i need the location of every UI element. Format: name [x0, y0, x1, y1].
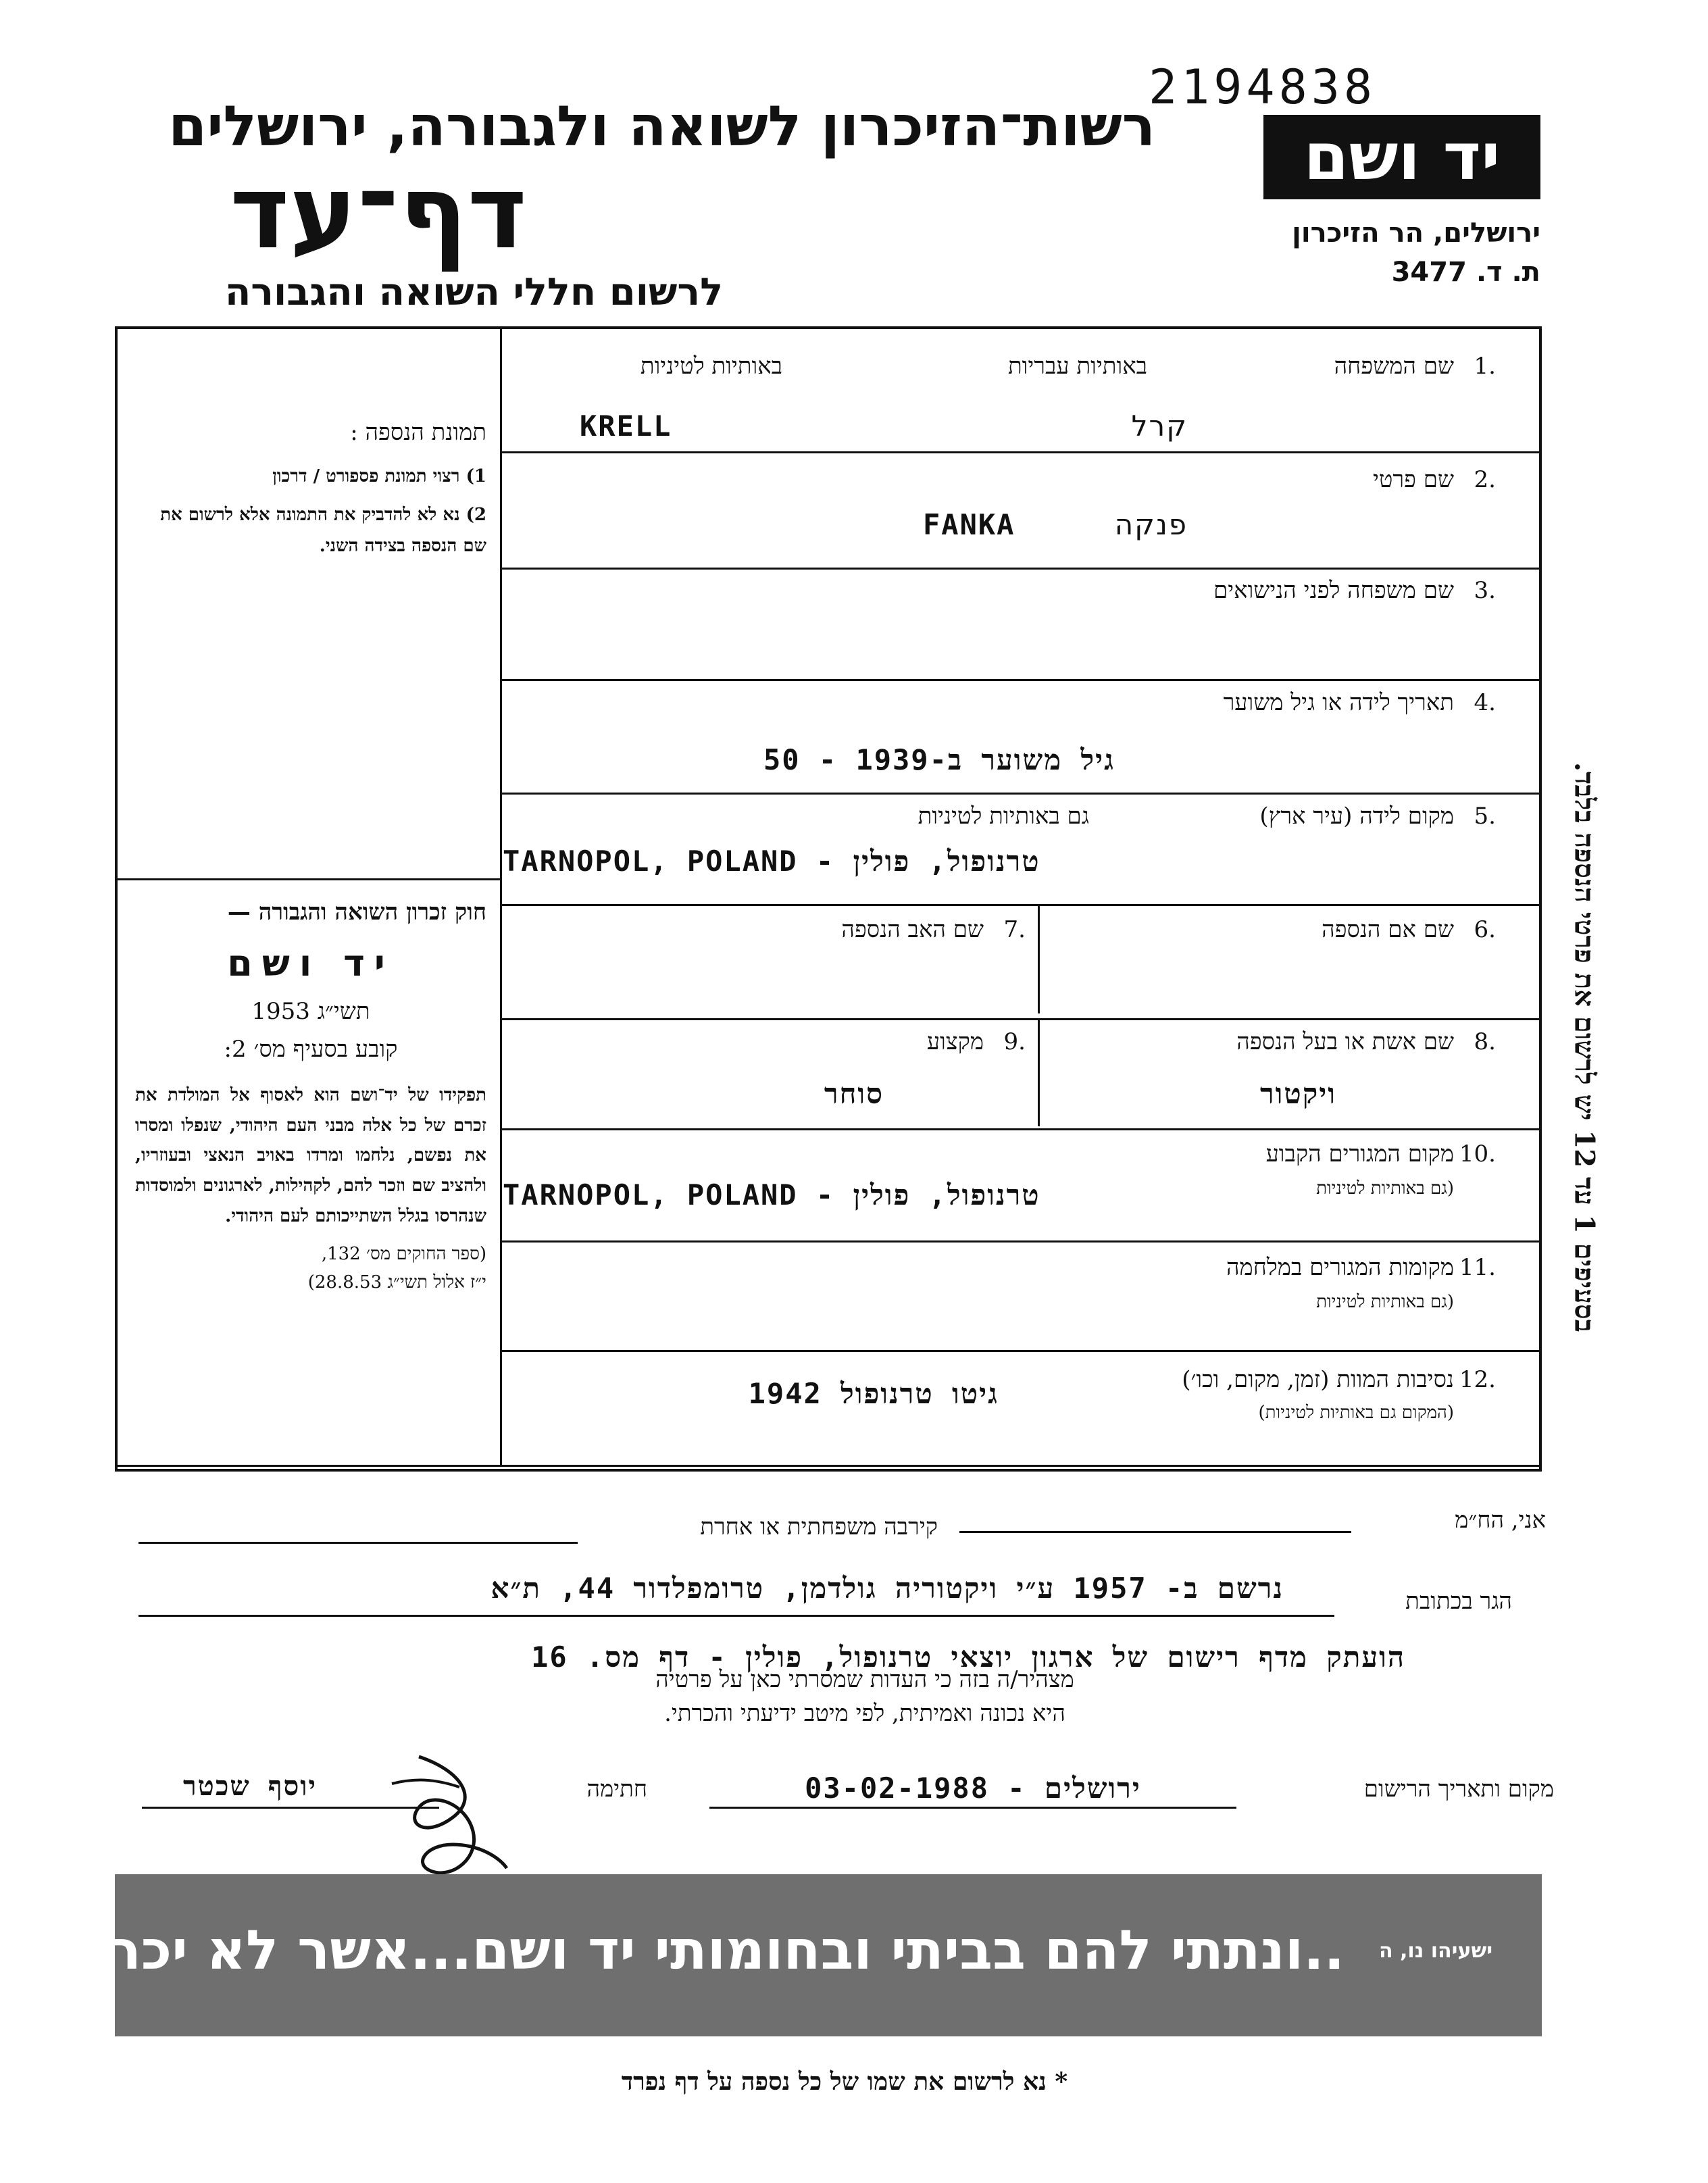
field-11-num: 11. [1459, 1254, 1496, 1281]
field-12-value: גיטו טרנופול 1942 [748, 1377, 999, 1410]
law-title: חוק זכרון השואה והגבורה — [227, 899, 486, 926]
photo-box-title: תמונת הנספה : [350, 419, 486, 446]
copy-note: הועתק מדף רישום של ארגון יוצאי טרנופול, פולין - דף מס. 16 [531, 1640, 1405, 1674]
address-value: נרשם ב- 1957 ע״י ויקטוריה גולדמן, טרומפלדור 44, ת״א [491, 1572, 1284, 1605]
field-6-num: 6. [1474, 916, 1496, 943]
field-5-value: TARNOPOL, POLAND - טרנופול, פולין [503, 845, 1040, 878]
field-1-latin-col: באותיות לטיניות [640, 353, 782, 380]
field-6-label: שם אם הנספה [1322, 916, 1454, 943]
law-ref-1: (ספר החוקים מס׳ 132, [321, 1243, 486, 1264]
field-2-num: 2. [1474, 466, 1496, 493]
declaration-i-label: אני, הח״מ [1455, 1507, 1546, 1534]
signature-scribble [378, 1743, 527, 1885]
banner-source: ישעיהו נו, ה [1378, 1939, 1493, 1963]
field-8-value: ויקטור [1260, 1077, 1336, 1110]
address-line1: ירושלים, הר הזיכרון [1292, 218, 1540, 249]
photo-box [135, 419, 486, 561]
relation-label: קירבה משפחתית או אחרת [700, 1513, 938, 1540]
field-2-hebrew-value: פנקה [1114, 508, 1188, 541]
field-5-label: מקום לידה (עיר ארץ) [1259, 803, 1454, 830]
field-9-value: סוחר [824, 1077, 884, 1110]
field-10-sub: (גם באותיות לטיניות [1316, 1178, 1454, 1199]
field-7-num: 7. [1003, 916, 1026, 943]
field-12-label: נסיבות המוות (זמן, מקום, וכו׳) [1182, 1366, 1454, 1393]
field-8-num: 8. [1474, 1028, 1496, 1055]
field-4-value: גיל משוער ב-1939 - 50 [763, 743, 1115, 776]
field-12-num: 12. [1459, 1366, 1496, 1393]
field-11-sub: (גם באותיות לטיניות [1316, 1292, 1454, 1312]
field-1-hebrew-value: קרל [1131, 409, 1188, 443]
signature-name: יוסף שכטר [183, 1771, 317, 1802]
field-5-num: 5. [1474, 803, 1496, 830]
field-1-latin-value: KRELL [580, 409, 672, 443]
field-4-label: תאריך לידה או גיל משוער [1223, 689, 1454, 716]
address-label: הגר בכתובת [1405, 1588, 1512, 1615]
law-clause: קובע בסעיף מס׳ 2: [224, 1036, 398, 1063]
serial-number: 2194838 [1149, 59, 1377, 115]
field-10-value: TARNOPOL, POLAND - טרנופול, פולין [503, 1178, 1040, 1211]
side-note [1547, 709, 1622, 1385]
photo-note-2: 2) נא לא להדביק את התמונה אלא לרשום את שם הנספה בצידה השני. [160, 505, 486, 556]
logo-text: יד ושם [1303, 119, 1501, 195]
field-7-label: שם האב הנספה [841, 916, 984, 943]
authority-title: רשות־הזיכרון לשואה ולגבורה, ירושלים [168, 95, 1155, 159]
address-line2: ת. ד. 3477 [1391, 257, 1540, 288]
field-3-num: 3. [1474, 577, 1496, 604]
law-body: תפקידו של יד־ושם הוא לאסוף אל המולדת את זכרם של כל אלה מבני העם היהודי, שנפלו ומסרו את נפשם, נלחמו ומרדו באויב הנאצי ובעוזריו, ולהציב שם וזכר להם, לקהילות, לארגונים ולמוסדות שנהרסו בגלל השתייכותם לעם היהודי. [135, 1085, 486, 1226]
law-name: יד ושם [227, 942, 395, 984]
field-1-hebrew-col: באותיות עבריות [1007, 353, 1147, 380]
law-box [135, 899, 486, 1293]
field-2-label: שם פרטי [1372, 466, 1454, 493]
field-3-label: שם משפחה לפני הנישואים [1213, 577, 1454, 604]
law-ref-2: י״ז אלול תשי״ג 28.8.53) [307, 1272, 486, 1293]
field-10-num: 10. [1459, 1140, 1496, 1168]
side-note-text: בסעיפים 1 עד 12 יש לרשום את פרטי הנספה בלבד. [1568, 762, 1601, 1332]
law-year: תשי״ג 1953 [251, 998, 370, 1025]
field-4-num: 4. [1474, 689, 1496, 716]
photo-note-1: 1) רצוי תמונת פספורט / דרכון [272, 466, 486, 486]
place-date-value: ירושלים - 03-02-1988 [805, 1772, 1141, 1805]
statement-2: היא נכונה ואמיתית, לפי מיטב ידיעתי והכרתי. [664, 1700, 1065, 1727]
field-1-label: שם המשפחה [1334, 353, 1454, 380]
field-12-sub: (המקום גם באותיות לטיניות) [1258, 1403, 1454, 1423]
page-title: דף־עד [230, 154, 527, 272]
field-1-num: 1. [1474, 353, 1496, 380]
yad-vashem-logo [1263, 115, 1540, 199]
field-11-label: מקומות המגורים במלחמה [1226, 1254, 1454, 1281]
field-9-label: מקצוע [926, 1028, 984, 1055]
field-5-sub: גם באותיות לטיניות [918, 803, 1089, 830]
field-2-latin-value: FANKA [923, 508, 1015, 541]
footer-note: * נא לרשום את שמו של כל נספה על דף נפרד [621, 2067, 1068, 2096]
statement-1: מצהיר/ה בזה כי העדות שמסרתי כאן על פרטיה [655, 1666, 1074, 1693]
field-8-label: שם אשת או בעל הנספה [1236, 1028, 1454, 1055]
banner-quote: ..ונתתי להם בביתי ובחומותי יד ושם...אשר לא יכרת: [50, 1919, 1345, 1982]
field-10-label: מקום המגורים הקבוע [1265, 1140, 1454, 1168]
page-subtitle: לרשום חללי השואה והגבורה [224, 270, 723, 314]
field-9-num: 9. [1003, 1028, 1026, 1055]
place-date-label: מקום ותאריך הרישום [1363, 1776, 1554, 1803]
signature-label: חתימה [586, 1776, 647, 1803]
